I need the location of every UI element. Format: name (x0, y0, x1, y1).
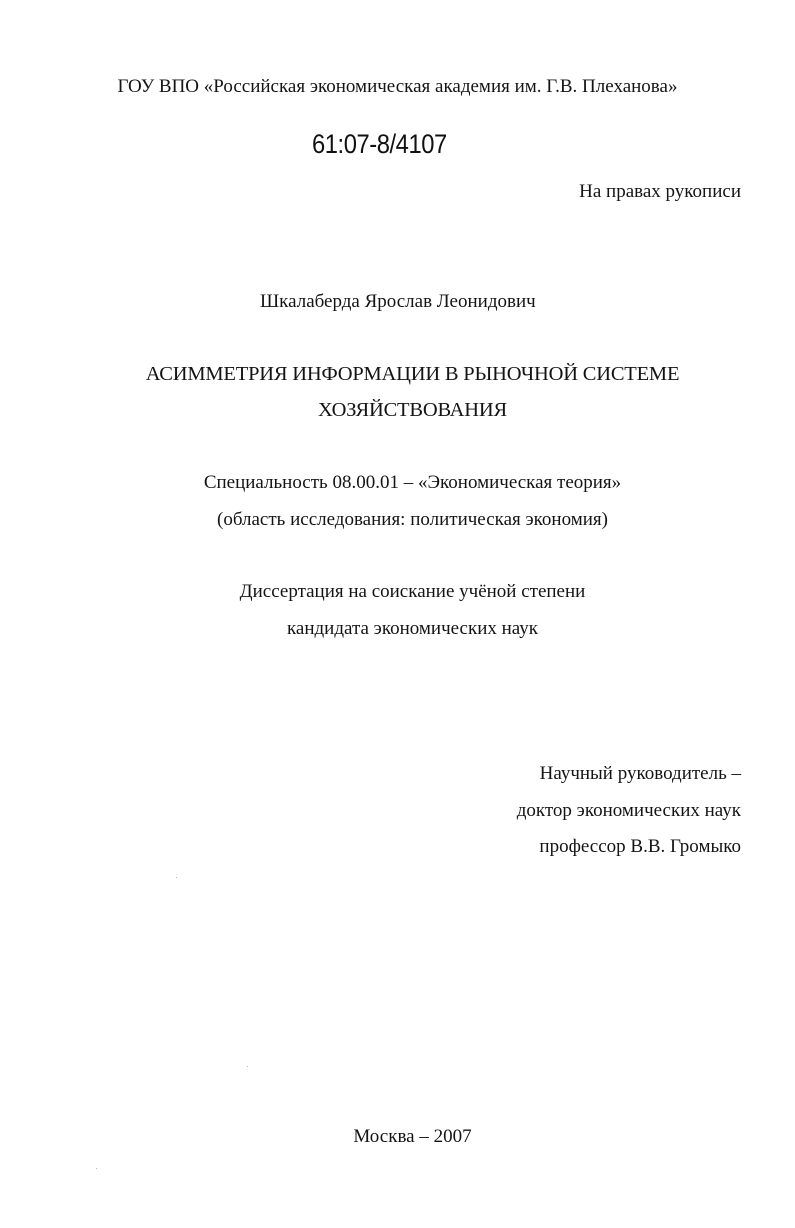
supervisor-role: Научный руководитель – (539, 763, 741, 784)
dissertation-title-line-2: ХОЗЯЙСТВОВАНИЯ (318, 399, 507, 421)
manuscript-rights-note: На правах рукописи (579, 181, 741, 202)
dissertation-title-line-1: АСИММЕТРИЯ ИНФОРМАЦИИ В РЫНОЧНОЙ СИСТЕМЕ (145, 363, 680, 385)
degree-line-2: кандидата экономических наук (286, 618, 539, 639)
scan-speck (96, 1168, 97, 1169)
specialty-line: Специальность 08.00.01 – «Экономическая теория» (203, 472, 622, 493)
supervisor-name: профессор В.В. Громыко (539, 836, 741, 857)
place-and-year: Москва – 2007 (353, 1126, 472, 1147)
scan-speck (176, 877, 177, 878)
archive-code-stamp: 61:07-8/4107 (312, 129, 447, 159)
author-name: Шкалаберда Ярослав Леонидович (260, 291, 536, 312)
scan-speck (247, 1066, 248, 1067)
research-area-line: (область исследования: политическая экономия) (217, 509, 608, 530)
degree-line-1: Диссертация на соискание учёной степени (239, 581, 586, 602)
supervisor-degree: доктор экономических наук (516, 800, 741, 821)
institution-name: ГОУ ВПО «Российская экономическая академия им. Г.В. Плеханова» (117, 76, 678, 97)
